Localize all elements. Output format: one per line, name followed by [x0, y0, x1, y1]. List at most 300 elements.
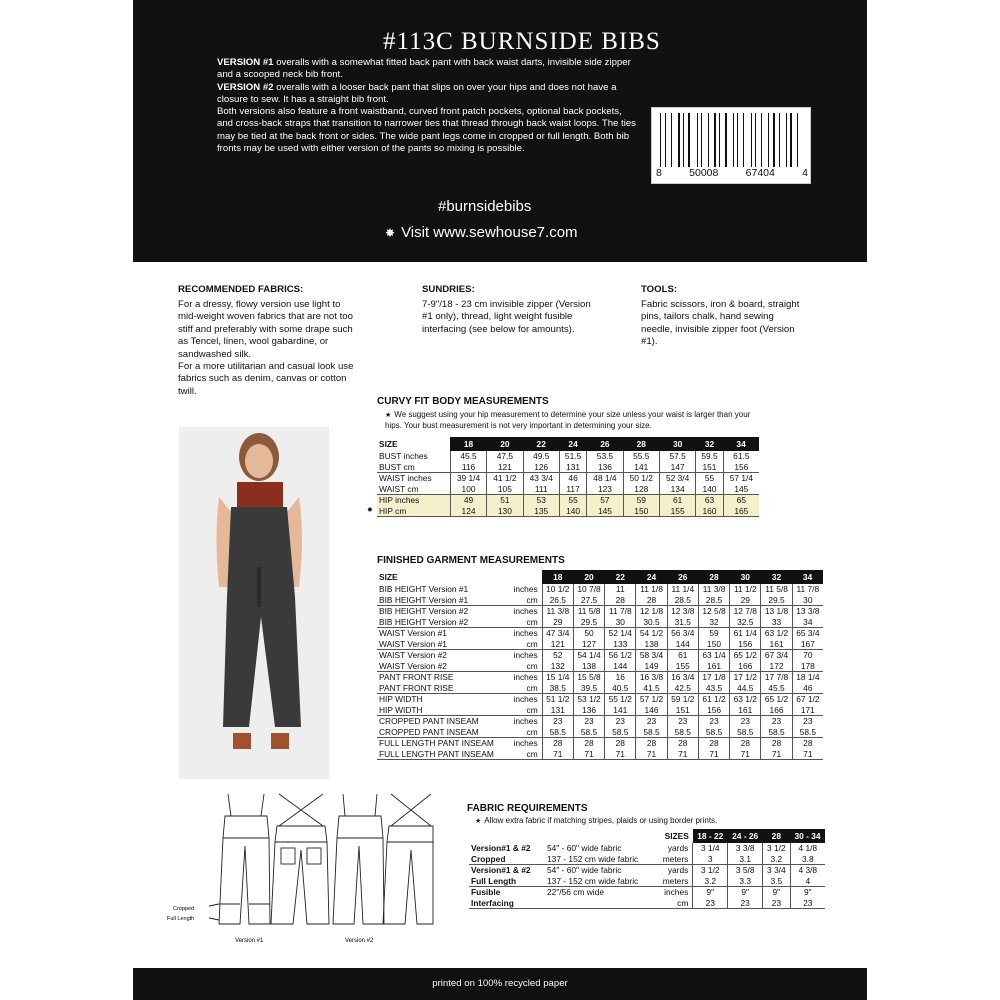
row-unit: yards	[667, 843, 689, 853]
barcode-bar	[674, 113, 675, 167]
cell-value: 30	[792, 595, 823, 606]
row-unit: cm	[508, 595, 542, 606]
table-row	[377, 473, 759, 484]
cell-value: 131	[559, 462, 586, 473]
cell-value: 138	[573, 661, 604, 672]
cell-value: 11 1/2	[730, 584, 761, 595]
row-unit: inches	[513, 738, 538, 748]
cell-value: 58 3/4	[636, 650, 667, 661]
size-header: 28	[623, 437, 659, 451]
cell-value: 166	[730, 661, 761, 672]
cell-value: 140	[559, 506, 586, 517]
row-unit: cm	[508, 617, 542, 628]
cell-value: 58.5	[573, 727, 604, 738]
cell-value: 128	[623, 484, 659, 495]
cell-value: 3	[693, 854, 728, 865]
row-label: WAIST Version #2	[377, 661, 508, 672]
cell-value: 28.5	[698, 595, 729, 606]
website-text: Visit www.sewhouse7.com	[401, 224, 578, 241]
cell-value: 29.5	[761, 595, 792, 606]
table-row	[469, 887, 825, 898]
cell-value: 59 1/2	[667, 694, 698, 705]
row-unit: cm	[656, 898, 693, 909]
cell-value: 29	[730, 595, 761, 606]
cell-value: 71	[792, 749, 823, 760]
table-header-row	[377, 570, 823, 584]
cell-value: 3 1/2	[763, 843, 790, 854]
size-header: 20	[573, 570, 604, 584]
table-row	[377, 584, 823, 595]
cell-value: 29.5	[573, 617, 604, 628]
row-label: BIB HEIGHT Version #2	[377, 617, 508, 628]
barcode-bar	[719, 113, 720, 167]
cell-value: 15 5/8	[573, 672, 604, 683]
cell-value: 52 3/4	[659, 473, 695, 484]
fabrics-p1: For a dressy, flowy version use light to mid-weight woven fabrics that are not too stiff and preferably with some drape such as Tencel, linen, wool gabardine, or sandwashed silk.	[178, 299, 353, 360]
cell-value: 52	[542, 650, 573, 661]
cell-value: 3.8	[790, 854, 825, 865]
cell-value: 123	[587, 484, 623, 495]
row-label: BIB HEIGHT Version #2	[379, 606, 469, 616]
cell-value: 23	[605, 716, 636, 727]
cell-value: 59	[698, 628, 729, 639]
size-label: SIZE	[377, 570, 542, 584]
barcode-bar	[752, 113, 753, 167]
cell-value: 3.2	[693, 876, 728, 887]
cell-value: 45.5	[450, 451, 486, 462]
cell-value: 33	[761, 617, 792, 628]
barcode-bar	[743, 113, 744, 167]
cell-value: 166	[761, 705, 792, 716]
row-label: HIP inches	[377, 495, 450, 506]
cell-value: 155	[659, 506, 695, 517]
barcode-bar	[729, 113, 730, 167]
table-row	[377, 462, 759, 473]
cell-value: 58.5	[605, 727, 636, 738]
cell-value: 3.1	[728, 854, 763, 865]
cell-value: 23	[792, 716, 823, 727]
cell-value: 55 1/2	[605, 694, 636, 705]
cell-value: 3 3/8	[728, 843, 763, 854]
cell-value: 144	[667, 639, 698, 650]
cell-value: 11 7/8	[605, 606, 636, 617]
barcode-bar	[705, 113, 707, 167]
cell-value: 28	[667, 738, 698, 749]
cell-value: 135	[523, 506, 559, 517]
cell-value: 49.5	[523, 451, 559, 462]
fabrics-p2: For a more utilitarian and casual look use fabrics such as denim, canvas or cotton twill.	[178, 361, 354, 397]
cell-value: 171	[792, 705, 823, 716]
v1-text: overalls with a somewhat fitted back pant with back waist darts, invisible side zipper and a scooped neck bib front.	[217, 57, 631, 81]
cell-value: 49	[450, 495, 486, 506]
cell-value: 151	[696, 462, 723, 473]
cell-value: 16 3/8	[636, 672, 667, 683]
barcode-bar	[734, 113, 735, 167]
row-unit: meters	[656, 854, 693, 865]
body-measurements-note	[385, 410, 765, 430]
row-unit: yards	[667, 865, 689, 875]
cell-value: 51.5	[559, 451, 586, 462]
row-desc: 137 - 152 cm wide fabric	[545, 854, 656, 865]
cell-value: 58.5	[698, 727, 729, 738]
barcode	[651, 107, 811, 184]
cell-value: 65	[723, 495, 759, 506]
cell-value: 23	[728, 898, 763, 909]
footer: printed on 100% recycled paper	[133, 968, 867, 1000]
v1-label: VERSION #1	[217, 57, 274, 68]
cell-value: 63	[696, 495, 723, 506]
barcode-bar	[697, 113, 698, 167]
cell-value: 63 1/2	[761, 628, 792, 639]
cell-value: 11 1/8	[636, 584, 667, 595]
cell-value: 11 7/8	[792, 584, 823, 595]
barcode-bar	[788, 113, 789, 167]
size-header: 18	[450, 437, 486, 451]
fabric-note-text: Allow extra fabric if matching stripes, plaids or using border prints.	[484, 816, 718, 825]
cell-value: 28	[636, 595, 667, 606]
barcode-bar	[669, 113, 671, 167]
cell-value: 59.5	[696, 451, 723, 462]
cell-value: 55.5	[623, 451, 659, 462]
cell-value: 136	[573, 705, 604, 716]
barcode-bar	[671, 113, 672, 167]
cell-value: 13 1/8	[761, 606, 792, 617]
cell-value: 61	[659, 495, 695, 506]
cell-value: 12 7/8	[730, 606, 761, 617]
row-unit: inches	[513, 584, 538, 594]
group-name: Version#1 & #2 Cropped	[469, 843, 545, 865]
cell-value: 133	[605, 639, 636, 650]
cell-value: 3 1/4	[693, 843, 728, 854]
table-row	[377, 617, 823, 628]
cell-value: 28	[698, 738, 729, 749]
cell-value: 23	[667, 716, 698, 727]
size-header: 28	[698, 570, 729, 584]
cell-value: 50	[573, 628, 604, 639]
table-row	[377, 451, 759, 462]
cell-value: 40.5	[605, 683, 636, 694]
table-row	[377, 506, 759, 517]
cell-value: 11 5/8	[761, 584, 792, 595]
row-unit: inches	[513, 672, 538, 682]
row-unit: inches	[513, 606, 538, 616]
pattern-back-page	[133, 0, 867, 1000]
size-header: 28	[763, 829, 790, 843]
row-unit: inches	[664, 887, 689, 897]
cell-value: 15 1/4	[542, 672, 573, 683]
cell-value: 71	[605, 749, 636, 760]
table-row	[377, 738, 823, 749]
cell-value: 23	[542, 716, 573, 727]
cell-value: 51 1/2	[542, 694, 573, 705]
cell-value: 105	[487, 484, 523, 495]
cell-value: 134	[659, 484, 695, 495]
cell-value: 58.5	[667, 727, 698, 738]
row-unit: inches	[513, 650, 538, 660]
size-header: 18 - 22	[693, 829, 728, 843]
cell-value: 12 1/8	[636, 606, 667, 617]
cell-value: 65 3/4	[792, 628, 823, 639]
cell-value: 61 1/4	[730, 628, 761, 639]
cell-value: 3 1/2	[693, 865, 728, 876]
cell-value: 26.5	[542, 595, 573, 606]
barcode-bar	[688, 113, 690, 167]
cell-value: 18 1/4	[792, 672, 823, 683]
cell-value: 34	[792, 617, 823, 628]
table-row	[377, 749, 823, 760]
website-link[interactable]	[385, 224, 578, 241]
size-header: 24	[559, 437, 586, 451]
table-row	[469, 865, 825, 876]
row-desc: 137 - 152 cm wide fabric	[545, 876, 656, 887]
row-label: BIB HEIGHT Version #1	[379, 584, 469, 594]
cell-value: 41.5	[636, 683, 667, 694]
cell-value: 51	[487, 495, 523, 506]
barcode-digit: 4	[802, 167, 808, 179]
barcode-bar	[797, 113, 798, 167]
barcode-bar	[786, 113, 787, 167]
table-row	[377, 606, 823, 617]
row-unit: cm	[508, 727, 542, 738]
table-row	[377, 495, 759, 506]
cell-value: 144	[605, 661, 636, 672]
cell-value: 23	[790, 898, 825, 909]
barcode-bar	[764, 113, 765, 167]
cell-value: 155	[667, 661, 698, 672]
cell-value: 28.5	[667, 595, 698, 606]
cell-value: 67 3/4	[761, 650, 792, 661]
table-row	[377, 484, 759, 495]
table-row	[377, 650, 823, 661]
barcode-bar	[660, 113, 661, 167]
cell-value: 138	[636, 639, 667, 650]
cell-value: 100	[450, 484, 486, 495]
row-label: BUST cm	[377, 462, 450, 473]
cell-value: 131	[542, 705, 573, 716]
cell-value: 55	[559, 495, 586, 506]
technical-sketches	[167, 786, 433, 952]
cell-value: 178	[792, 661, 823, 672]
cell-value: 38.5	[542, 683, 573, 694]
cell-value: 23	[698, 716, 729, 727]
barcode-digit: 8	[656, 167, 662, 179]
sundries-heading: SUNDRIES:	[422, 284, 475, 295]
cell-value: 11 3/8	[698, 584, 729, 595]
row-label: HIP WIDTH	[377, 705, 508, 716]
row-label: PANT FRONT RISE	[377, 683, 508, 694]
row-label: BIB HEIGHT Version #1	[377, 595, 508, 606]
table-row	[377, 672, 823, 683]
cell-value: 146	[636, 705, 667, 716]
cell-value: 121	[487, 462, 523, 473]
row-unit: inches	[513, 694, 538, 704]
cell-value: 127	[573, 639, 604, 650]
cell-value: 28	[542, 738, 573, 749]
cell-value: 53	[523, 495, 559, 506]
size-header: 34	[792, 570, 823, 584]
barcode-bar	[790, 113, 792, 167]
cell-value: 39.5	[573, 683, 604, 694]
cell-value: 11 5/8	[573, 606, 604, 617]
cell-value: 28	[605, 595, 636, 606]
row-unit: cm	[508, 749, 542, 760]
barcode-bar	[795, 113, 796, 167]
cell-value: 23	[730, 716, 761, 727]
cell-value: 58.5	[636, 727, 667, 738]
cell-value: 149	[636, 661, 667, 672]
row-label: CROPPED PANT INSEAM	[377, 727, 508, 738]
size-header: 24 - 26	[728, 829, 763, 843]
size-header: 22	[523, 437, 559, 451]
cell-value: 3.2	[763, 854, 790, 865]
cell-value: 147	[659, 462, 695, 473]
cell-value: 28	[761, 738, 792, 749]
row-label: WAIST inches	[379, 473, 432, 483]
row-label: WAIST Version #1	[377, 639, 508, 650]
sundries-text: 7-9"/18 - 23 cm invisible zipper (Version #1 only), thread, light weight fusible interfacing (see below for amounts).	[422, 299, 591, 335]
star-icon: ★	[385, 412, 392, 419]
size-header: 26	[667, 570, 698, 584]
cell-value: 136	[587, 462, 623, 473]
row-label: FULL LENGTH PANT INSEAM	[379, 738, 494, 748]
cell-value: 59	[623, 495, 659, 506]
row-unit: cm	[508, 639, 542, 650]
cell-value: 31.5	[667, 617, 698, 628]
cell-value: 9"	[790, 887, 825, 898]
cell-value: 23	[693, 898, 728, 909]
cell-value: 28	[636, 738, 667, 749]
barcode-bars	[660, 113, 804, 167]
barcode-bar	[662, 113, 663, 167]
highlight-star-icon: ✸	[367, 507, 373, 514]
barcode-bar	[782, 113, 783, 167]
cell-value: 23	[763, 898, 790, 909]
barcode-bar	[741, 113, 742, 167]
cell-value: 145	[587, 506, 623, 517]
cell-value: 57	[587, 495, 623, 506]
cell-value: 57 1/2	[636, 694, 667, 705]
cell-value: 124	[450, 506, 486, 517]
cell-value: 17 1/8	[698, 672, 729, 683]
size-header: 26	[587, 437, 623, 451]
cell-value: 121	[542, 639, 573, 650]
barcode-bar	[761, 113, 762, 167]
cell-value: 145	[723, 484, 759, 495]
fabrics-text	[178, 299, 358, 398]
cell-value: 28	[605, 738, 636, 749]
cell-value: 4	[790, 876, 825, 887]
cell-value: 67 1/2	[792, 694, 823, 705]
cell-value: 9"	[693, 887, 728, 898]
v2-text: overalls with a looser back pant that slips on over your hips and does not have a closure to sew. It has a straight bib front.	[217, 81, 617, 105]
barcode-bar	[733, 113, 734, 167]
cell-value: 61	[667, 650, 698, 661]
fabric-req-note	[475, 816, 835, 827]
barcode-bar	[681, 113, 682, 167]
cell-value: 167	[792, 639, 823, 650]
cell-value: 71	[636, 749, 667, 760]
barcode-bar	[770, 113, 772, 167]
group-name: Fusible Interfacing	[469, 887, 545, 909]
cell-value: 61 1/2	[698, 694, 729, 705]
body-note-text: We suggest using your hip measurement to determine your size unless your waist is larger than your hips. Your bust measurement is not very important in determining your size.	[385, 410, 751, 430]
cell-value: 160	[696, 506, 723, 517]
size-header: 30	[730, 570, 761, 584]
cell-value: 55	[696, 473, 723, 484]
size-header: 30 - 34	[790, 829, 825, 843]
cell-value: 161	[730, 705, 761, 716]
table-row	[377, 639, 823, 650]
barcode-digit: 50008	[689, 167, 719, 179]
cell-value: 3.3	[728, 876, 763, 887]
row-label: PANT FRONT RISE	[379, 672, 454, 682]
cropped-label: Cropped	[173, 906, 195, 912]
cell-value: 54 1/2	[636, 628, 667, 639]
cell-value: 71	[667, 749, 698, 760]
cell-value: 28	[792, 738, 823, 749]
cell-value: 130	[487, 506, 523, 517]
table-header-row	[377, 437, 759, 451]
version2-label: Version #2	[345, 938, 374, 944]
cell-value: 161	[761, 639, 792, 650]
cell-value: 58.5	[792, 727, 823, 738]
body-measurements-heading: CURVY FIT BODY MEASUREMENTS	[377, 396, 549, 407]
cell-value: 156	[698, 705, 729, 716]
cell-value: 9"	[728, 887, 763, 898]
cell-value: 10 1/2	[542, 584, 573, 595]
cell-value: 63 1/2	[730, 694, 761, 705]
cell-value: 42.5	[667, 683, 698, 694]
cell-value: 47 3/4	[542, 628, 573, 639]
cell-value: 43 3/4	[523, 473, 559, 484]
barcode-bar	[665, 113, 666, 167]
cell-value: 111	[523, 484, 559, 495]
cell-value: 63 1/4	[698, 650, 729, 661]
cell-value: 58.5	[542, 727, 573, 738]
body-measurements-table	[377, 437, 759, 517]
row-desc	[545, 898, 656, 909]
cell-value: 16 3/4	[667, 672, 698, 683]
cell-value: 151	[667, 705, 698, 716]
tools-text: Fabric scissors, iron & board, straight pins, tailors chalk, hand sewing needle, invisible zipper foot (Version #1).	[641, 299, 800, 348]
table-row	[377, 705, 823, 716]
barcode-bar	[759, 113, 760, 167]
size-header: 34	[723, 437, 759, 451]
row-unit: cm	[508, 683, 542, 694]
size-header: 30	[659, 437, 695, 451]
cell-value: 39 1/4	[450, 473, 486, 484]
cell-value: 126	[523, 462, 559, 473]
barcode-bar	[708, 113, 709, 167]
intro-text	[217, 57, 637, 155]
table-row	[377, 694, 823, 705]
both-versions-text: Both versions also feature a front waistband, curved front patch pockets, optional back pockets, and cross-back straps that transition to narrower ties that thread through back waist loops. The ties may be tied at the back front or sides. The wide pant legs come in cropped or full length. Both bib fronts may be used with either version of the pants so mixing is possible.	[217, 106, 636, 155]
cell-value: 13 3/8	[792, 606, 823, 617]
cell-value: 70	[792, 650, 823, 661]
cell-value: 132	[542, 661, 573, 672]
cell-value: 47.5	[487, 451, 523, 462]
cell-value: 9"	[763, 887, 790, 898]
cell-value: 43.5	[698, 683, 729, 694]
row-label: BUST inches	[379, 451, 428, 461]
garment-measurements-heading: FINISHED GARMENT MEASUREMENTS	[377, 555, 565, 566]
cell-value: 4 3/8	[790, 865, 825, 876]
size-header: 32	[696, 437, 723, 451]
cell-value: 12 3/8	[667, 606, 698, 617]
cell-value: 53.5	[587, 451, 623, 462]
cell-value: 53 1/2	[573, 694, 604, 705]
cell-value: 10 7/8	[573, 584, 604, 595]
